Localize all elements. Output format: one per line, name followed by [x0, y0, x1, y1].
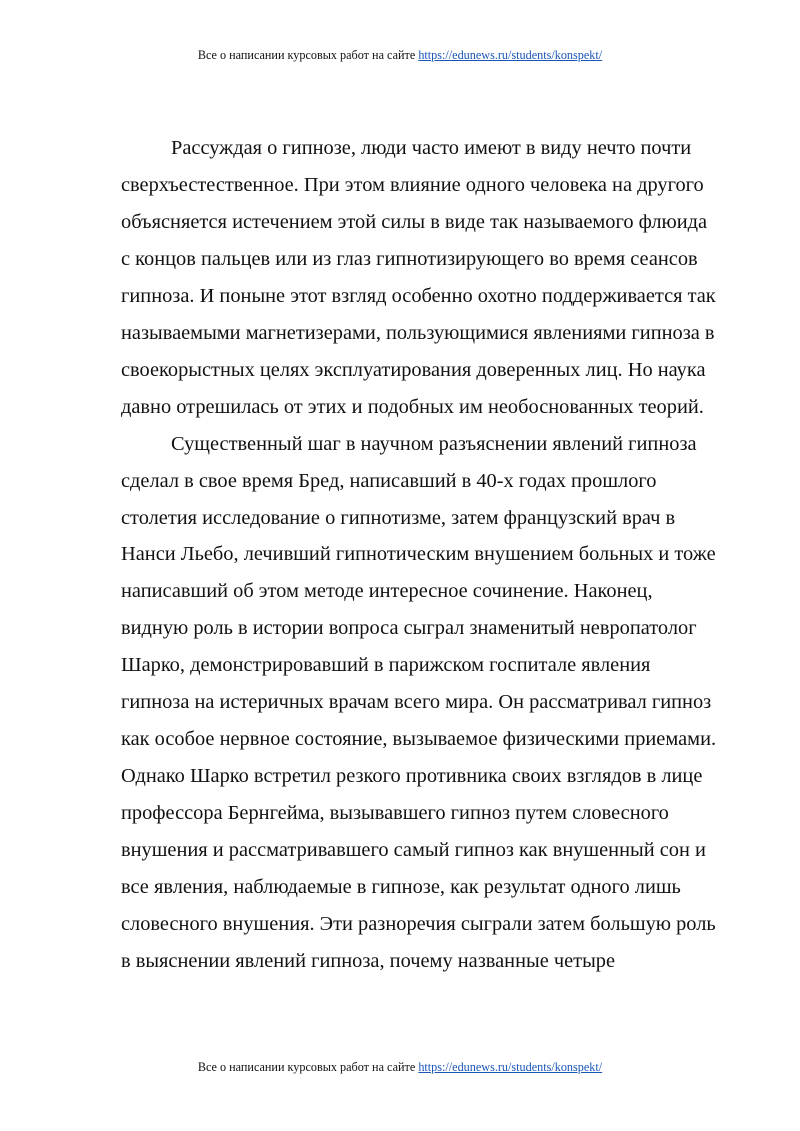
text-line: называемыми магнетизерами, пользующимися явлениями гипноза в	[121, 321, 715, 344]
page-header	[0, 47, 800, 63]
text-line: Нанси Льебо, лечивший гипнотическим внушением больных и тоже	[121, 543, 716, 566]
text-line: написавший об этом методе интересное сочинение. Наконец,	[121, 580, 653, 603]
page-footer	[0, 1059, 800, 1075]
text-line: гипноза на истеричных врачам всего мира. Он рассматривал гипноз	[121, 691, 712, 714]
text-line: как особое нервное состояние, вызываемое физическими приемами.	[121, 728, 717, 751]
text-line: профессора Бернгейма, вызывавшего гипноз путем словесного	[121, 802, 669, 825]
header-text: Все о написании курсовых работ на сайте	[197, 48, 416, 62]
paragraph-2	[121, 426, 761, 980]
paragraph-1	[121, 130, 761, 426]
text-line: столетия исследование о гипнотизме, затем французский врач в	[121, 506, 676, 529]
footer-text: Все о написании курсовых работ на сайте	[197, 1060, 416, 1074]
document-body	[121, 130, 761, 980]
text-line: с концов пальцев или из глаз гипнотизирующего во время сеансов	[121, 247, 698, 270]
text-line: объясняется истечением этой силы в виде так называемого флюида	[121, 210, 708, 233]
text-line: гипноза. И поныне этот взгляд особенно охотно поддерживается так	[121, 284, 716, 307]
text-line: все явления, наблюдаемые в гипнозе, как результат одного лишь	[121, 876, 681, 899]
text-line: давно отрешилась от этих и подобных им необоснованных теорий.	[121, 395, 704, 418]
text-line: внушения и рассматривавшего самый гипноз как внушенный сон и	[121, 839, 706, 862]
text-line: своекорыстных целях эксплуатирования доверенных лиц. Но наука	[121, 358, 706, 381]
text-line: сверхъестественное. При этом влияние одного человека на другого	[121, 173, 704, 196]
header-link[interactable]: https://edunews.ru/students/konspekt/	[418, 48, 603, 62]
footer-link[interactable]: https://edunews.ru/students/konspekt/	[418, 1060, 603, 1074]
text-line: сделал в свое время Бред, написавший в 40-х годах прошлого	[121, 469, 657, 492]
text-line: словесного внушения. Эти разноречия сыграли затем большую роль	[121, 913, 716, 936]
text-line: Существенный шаг в научном разъяснении явлений гипноза	[171, 432, 697, 455]
text-line: Рассуждая о гипнозе, люди часто имеют в виду нечто почти	[171, 137, 692, 159]
text-line: Однако Шарко встретил резкого противника своих взглядов в лице	[121, 765, 703, 788]
text-line: Шарко, демонстрировавший в парижском госпитале явления	[121, 654, 651, 677]
text-line: в выяснении явлений гипноза, почему названные четыре	[121, 949, 616, 972]
text-line: видную роль в истории вопроса сыграл знаменитый невропатолог	[121, 617, 697, 640]
